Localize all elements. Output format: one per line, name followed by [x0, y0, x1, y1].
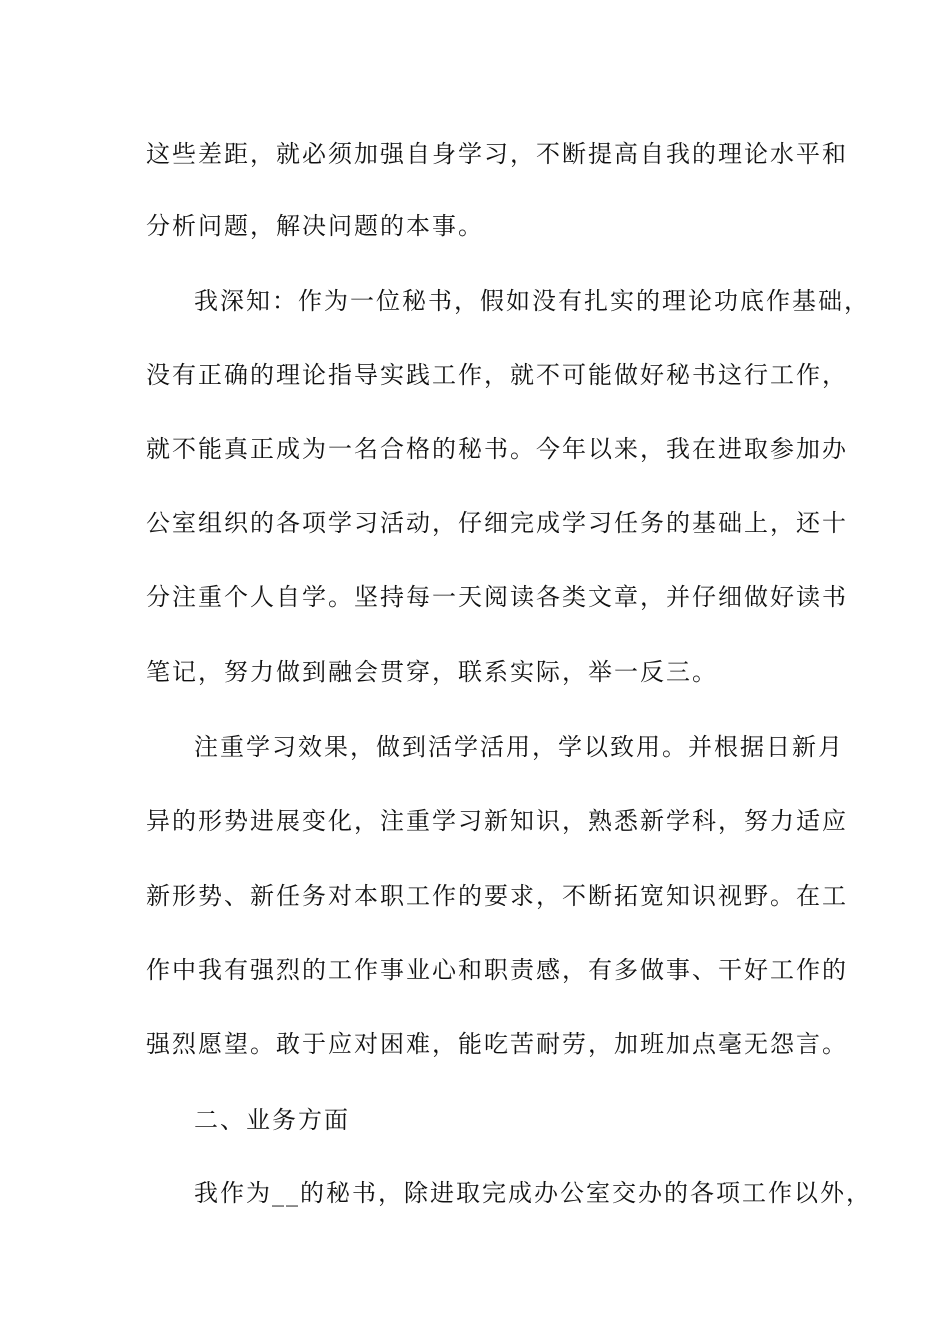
text-line: 强烈愿望。敢于应对困难，能吃苦耐劳，加班加点毫无怨言。 [146, 1030, 848, 1058]
text-line: 分析问题，解决问题的本事。 [146, 212, 484, 240]
text-line: 公室组织的各项学习活动，仔细完成学习任务的基础上，还十 [146, 509, 848, 537]
text-line: 异的形势进展变化，注重学习新知识，熟悉新学科，努力适应 [146, 807, 848, 835]
paragraph-start: 我深知：作为一位秘书，假如没有扎实的理论功底作基础， [194, 287, 870, 315]
text-line: 笔记，努力做到融会贯穿，联系实际，举一反三。 [146, 658, 718, 686]
section-heading: 二、业务方面 [194, 1106, 350, 1134]
text-line: 这些差距，就必须加强自身学习，不断提高自我的理论水平和 [146, 140, 848, 168]
text-line: 分注重个人自学。坚持每一天阅读各类文章，并仔细做好读书 [146, 583, 848, 611]
paragraph-start: 注重学习效果，做到活学活用，学以致用。并根据日新月 [194, 733, 844, 761]
text-line: 就不能真正成为一名合格的秘书。今年以来，我在进取参加办 [146, 435, 848, 463]
text-line: 没有正确的理论指导实践工作，就不可能做好秘书这行工作， [146, 361, 848, 389]
text-line: 新形势、新任务对本职工作的要求，不断拓宽知识视野。在工 [146, 882, 848, 910]
text-line: 作中我有强烈的工作事业心和职责感，有多做事、干好工作的 [146, 956, 848, 984]
paragraph-start: 我作为__的秘书，除进取完成办公室交办的各项工作以外， [194, 1179, 872, 1207]
